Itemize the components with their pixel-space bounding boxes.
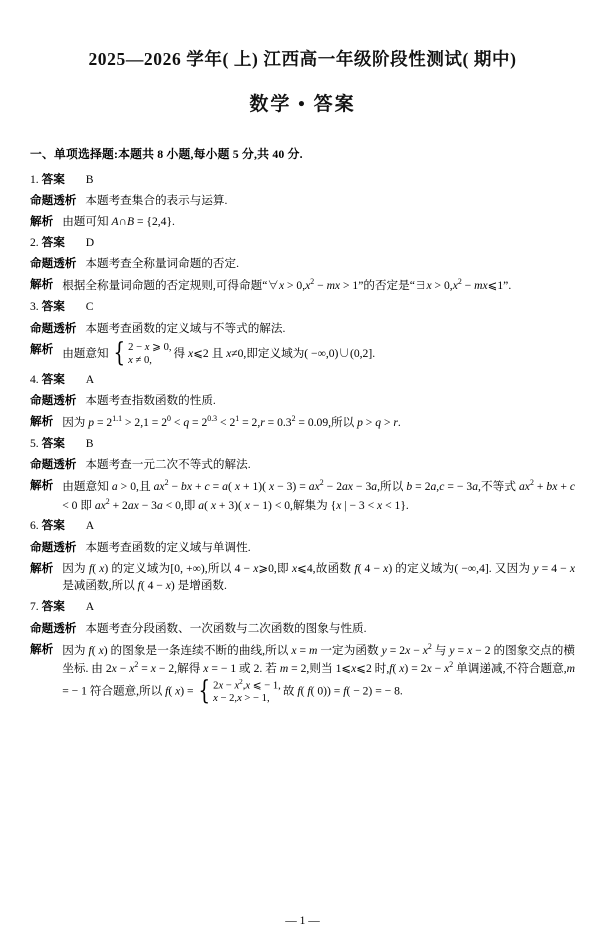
answer-value: C bbox=[85, 300, 94, 314]
analysis-text: 因为 f( x) 的图象是一条连续不断的曲线,所以 x = m 一定为函数 $y = 2x - x^2$ 与 y = x − 2 的图象交点的横坐标. 由 $2x - x^2 = x - 2$,解得 x = − 1 或 2. 若 m = 2,则当 1⩽x⩽2 时,f( $x) = 2x - x^2$ 单调递减,不符合题意,m = − 1 符合题意,所以 f( x) = { $2x - x^2,x$ ⩽ − 1, x − 2,x > − 1, 故 f( f( 0)) = f( − 2) = − 8. bbox=[62, 641, 576, 707]
analysis-text: 根据全称量词命题的否定规则,可得命题“∀x > $0,x^2$ − mx > 1”的否定是“∃x > $0,x^2$ − mx⩽1”. bbox=[62, 277, 512, 293]
analysis-row bbox=[30, 413, 575, 431]
analysis-text: 由题可知 A∩B = {2,4}. bbox=[62, 215, 175, 229]
insight-label: 命题透析 bbox=[30, 457, 77, 471]
question-block bbox=[30, 171, 575, 231]
question-block bbox=[30, 371, 575, 432]
answer-row bbox=[30, 298, 575, 316]
insight-label: 命题透析 bbox=[30, 393, 77, 407]
insight-label: 命题透析 bbox=[30, 540, 77, 554]
insight-text: 本题考查全称量词命题的否定. bbox=[85, 257, 240, 271]
insight-row bbox=[30, 392, 575, 410]
analysis-label: 解析 bbox=[30, 278, 54, 292]
analysis-label: 解析 bbox=[30, 414, 54, 428]
answer-label: 答案 bbox=[41, 172, 65, 186]
answer-row bbox=[30, 435, 575, 453]
question-number: 4. bbox=[30, 372, 39, 386]
answer-row bbox=[30, 598, 575, 616]
question-block bbox=[30, 598, 575, 705]
answer-row bbox=[30, 234, 575, 252]
answer-label: 答案 bbox=[41, 436, 65, 450]
analysis-label: 解析 bbox=[30, 479, 54, 493]
question-block bbox=[30, 298, 575, 367]
analysis-row bbox=[30, 560, 575, 595]
insight-row bbox=[30, 192, 575, 210]
analysis-text: 因为 $p = 2^{1.1} > 2,1 = 2^0 < q = 2^{0.3} < 2^1 = 2,r = 0.3^2 = 0.09$,所以 p > q > r. bbox=[62, 413, 401, 429]
insight-label: 命题透析 bbox=[30, 621, 77, 635]
page-subtitle: 数学 • 答案 bbox=[249, 94, 356, 115]
insight-label: 命题透析 bbox=[30, 257, 77, 271]
insight-row bbox=[30, 456, 575, 474]
section-heading-prefix: 一、单项选择题: bbox=[30, 147, 119, 161]
answer-value: A bbox=[85, 519, 95, 533]
question-number: 5. bbox=[30, 436, 39, 450]
answers-content bbox=[30, 146, 575, 706]
answer-row bbox=[30, 171, 575, 189]
insight-row bbox=[30, 320, 575, 338]
question-number: 7. bbox=[30, 600, 39, 614]
analysis-row bbox=[30, 477, 575, 514]
insight-text: 本题考查函数的定义域与单调性. bbox=[85, 540, 251, 554]
question-number: 3. bbox=[30, 300, 39, 314]
analysis-label: 解析 bbox=[30, 342, 54, 356]
insight-label: 命题透析 bbox=[30, 194, 77, 208]
answer-label: 答案 bbox=[41, 372, 65, 386]
answer-row bbox=[30, 517, 575, 535]
analysis-row bbox=[30, 276, 575, 294]
answer-value: D bbox=[85, 236, 95, 250]
system-brace: { 2 − x ⩾ 0, x ≠ 0, bbox=[113, 338, 172, 369]
answer-label: 答案 bbox=[41, 600, 65, 614]
insight-text: 本题考查函数的定义域与不等式的解法. bbox=[85, 321, 286, 335]
question-block bbox=[30, 234, 575, 295]
analysis-text: 由题意知 a > 0,且 $ax^2$ − bx + c = a( x + 1)( $x - 3) = ax^2 - 2ax - 3a$,所以 b = 2a,c = − 3a,不等式 $ax^2$ + bx + c < 0 即 $ax^2 + 2ax - 3a < 0$,即 a( x + 3)( x − 1) < 0,解集为 {x | − 3 < x < 1}. bbox=[62, 478, 576, 512]
page-title: 2025—2026 学年( 上) 江西高一年级阶段性测试( 期中) bbox=[88, 49, 517, 69]
analysis-label: 解析 bbox=[30, 215, 54, 229]
answer-value: B bbox=[85, 436, 94, 450]
question-number: 6. bbox=[30, 519, 39, 533]
answer-label: 答案 bbox=[41, 236, 65, 250]
page-number: — 1 — bbox=[285, 915, 320, 927]
insight-text: 本题考查分段函数、一次函数与二次函数的图象与性质. bbox=[85, 621, 367, 635]
insight-text: 本题考查指数函数的性质. bbox=[85, 393, 216, 407]
insight-row bbox=[30, 620, 575, 638]
answer-label: 答案 bbox=[41, 300, 65, 314]
analysis-row bbox=[30, 641, 575, 706]
analysis-label: 解析 bbox=[30, 642, 54, 656]
answer-value: A bbox=[85, 600, 95, 614]
answer-row bbox=[30, 371, 575, 389]
question-block bbox=[30, 435, 575, 514]
question-number: 1. bbox=[30, 172, 39, 186]
insight-row bbox=[30, 539, 575, 557]
insight-row bbox=[30, 255, 575, 273]
insight-label: 命题透析 bbox=[30, 321, 77, 335]
answer-sheet-page bbox=[0, 46, 605, 941]
answer-value: A bbox=[85, 372, 95, 386]
insight-text: 本题考查集合的表示与运算. bbox=[85, 194, 228, 208]
analysis-text: 由题意知 { 2 − x ⩾ 0, x ≠ 0, 得 x⩽2 且 x≠0,即定义域为( −∞,0)∪(0,2]. bbox=[62, 338, 376, 369]
answer-value: B bbox=[85, 172, 94, 186]
section-heading bbox=[30, 146, 575, 164]
section-heading-rest: 本题共 8 小题,每小题 5 分,共 40 分. bbox=[118, 147, 303, 161]
question-block bbox=[30, 517, 575, 594]
analysis-row bbox=[30, 213, 575, 231]
question-number: 2. bbox=[30, 236, 39, 250]
analysis-text: 因为 f( x) 的定义域为[0, +∞),所以 4 − x⩾0,即 x⩽4,故函数 f( 4 − x) 的定义域为( −∞,4]. 又因为 y = 4 − x 是减函数,所以 f( 4 − x) 是增函数. bbox=[62, 561, 576, 593]
answer-label: 答案 bbox=[41, 519, 65, 533]
analysis-label: 解析 bbox=[30, 561, 54, 575]
insight-text: 本题考查一元二次不等式的解法. bbox=[85, 457, 251, 471]
piecewise-brace: { $2x - x^2,x$ ⩽ − 1, x − 2,x > − 1, bbox=[198, 676, 281, 707]
analysis-row bbox=[30, 338, 575, 369]
